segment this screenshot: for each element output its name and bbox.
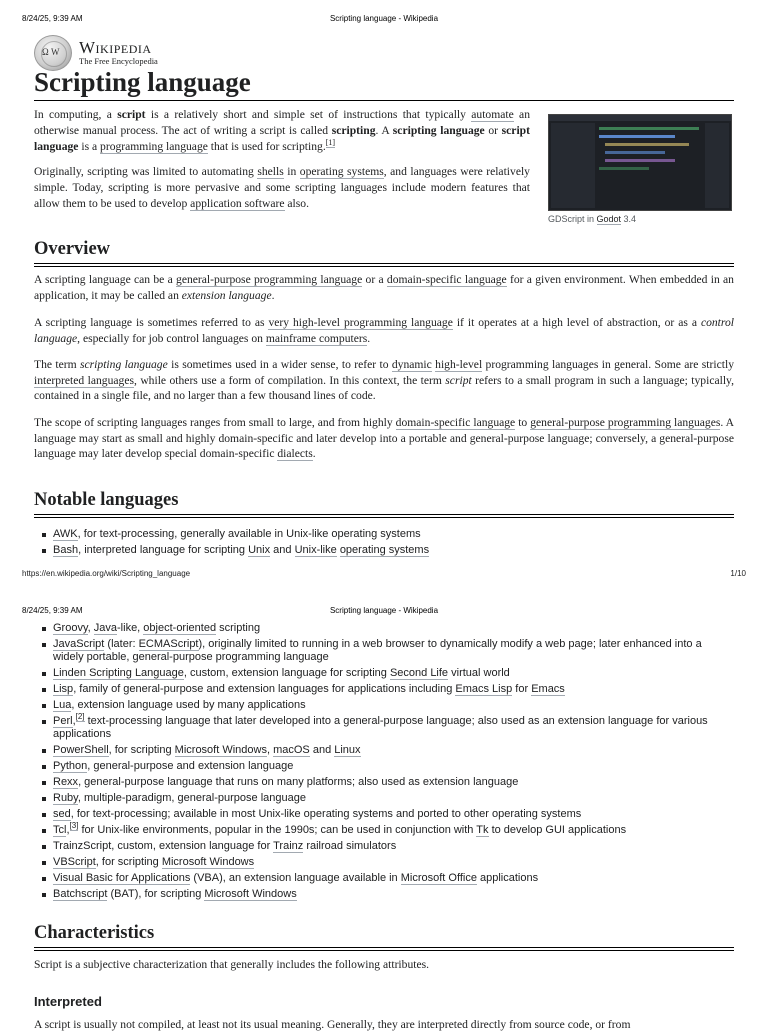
figure-caption: GDScript in Godot 3.4 xyxy=(548,214,637,224)
print-url: https://en.wikipedia.org/wiki/Scripting_language xyxy=(22,569,191,578)
lead-paragraph: In computing, a script is a relatively short and simple set of instructions that typically automate an otherwise manual process. The act of writing a script is called scripting. A scripting language or script language is a programming language that is used for scripting.[1] xyxy=(34,108,530,153)
section-heading-notable-languages: Notable languages xyxy=(34,488,734,515)
list-item: Lua, extension language used by many applications xyxy=(34,699,734,712)
list-item: TrainzScript, custom, extension language for Trainz railroad simulators xyxy=(34,840,734,853)
print-footer xyxy=(22,569,746,581)
wikipedia-wordmark: Wikipedia xyxy=(79,38,152,57)
wiki-link[interactable]: Lua xyxy=(53,699,72,711)
list-item: Batchscript (BAT), for scripting Microsoft Windows xyxy=(34,888,734,901)
wiki-link[interactable]: Tk xyxy=(476,824,489,836)
page-title: Scripting language xyxy=(34,64,734,101)
wiki-link[interactable]: object-oriented xyxy=(143,622,217,634)
wiki-link[interactable]: operating systems xyxy=(299,165,384,178)
print-datetime: 8/24/25, 9:39 AM xyxy=(22,606,83,615)
wiki-link[interactable]: Batchscript xyxy=(53,888,108,900)
wiki-link[interactable]: Linux xyxy=(334,744,361,756)
notable-languages-list xyxy=(34,528,734,560)
lead-paragraph: Originally, scripting was limited to automating shells in operating systems, and languages were relatively simple. Today, scripting is more pervasive and some scripting languages include modern features that allow them to be used to develop application software also. xyxy=(34,165,530,210)
list-item: Lisp, family of general-purpose and extension languages for applications including Emacs Lisp for Emacs xyxy=(34,683,734,696)
wiki-link[interactable]: macOS xyxy=(273,744,310,756)
wiki-link[interactable]: dynamic xyxy=(391,358,432,371)
wiki-link[interactable]: shells xyxy=(257,165,284,178)
wiki-link[interactable]: mainframe computers xyxy=(265,331,368,345)
overview-paragraph: A scripting language can be a general-purpose programming language or a domain-specific language for a given environment. When embedded in an application, it may be called an extension language. xyxy=(34,273,734,302)
wiki-link[interactable]: Microsoft Windows xyxy=(204,888,297,900)
wiki-link[interactable]: VBScript xyxy=(53,856,96,868)
citation-ref[interactable]: [1] xyxy=(325,138,336,148)
wiki-link[interactable]: Perl xyxy=(53,715,73,727)
wiki-link[interactable]: domain-specific language xyxy=(386,273,507,286)
infobox-figure xyxy=(548,114,732,224)
overview-paragraph: The term scripting language is sometimes used in a wider sense, to refer to dynamic high-level programming languages in general. Some are strictly interpreted languages, while others use a form of compilation. In this context, the term script refers to a small program in such a language; typically, contained in a single file, and no larger than a few thousand lines of code. xyxy=(34,358,734,403)
wiki-link[interactable]: application software xyxy=(190,197,285,210)
wiki-link[interactable]: Tcl xyxy=(53,824,67,836)
list-item: Bash, interpreted language for scripting Unix and Unix-like operating systems xyxy=(34,544,734,557)
italic-term: script xyxy=(445,373,472,387)
wiki-link[interactable]: interpreted languages xyxy=(34,373,134,387)
wiki-link[interactable]: sed xyxy=(53,808,71,820)
list-item: VBScript, for scripting Microsoft Windows xyxy=(34,856,734,869)
citation-ref[interactable]: [2] xyxy=(75,712,85,722)
bold-term: scripting xyxy=(331,124,376,137)
wiki-link[interactable]: high-level xyxy=(435,358,483,371)
wiki-link[interactable]: Microsoft Office xyxy=(400,872,477,884)
wiki-link[interactable]: Visual Basic for Applications xyxy=(53,872,191,884)
wiki-link[interactable]: Emacs Lisp xyxy=(455,683,513,695)
list-item: sed, for text-processing; available in most Unix-like operating systems and ported to other operating systems xyxy=(34,808,734,821)
wiki-link[interactable]: Bash xyxy=(53,544,79,556)
wiki-link[interactable]: Godot xyxy=(596,214,622,224)
characteristics-intro: Script is a subjective characterization that generally includes the following attributes. xyxy=(34,958,430,971)
list-item: JavaScript (later: ECMAScript), originally limited to running in a web browser to dynamically modify a web page; later enhanced into a widely portable, general-purpose programming language xyxy=(34,638,734,664)
section-heading-overview: Overview xyxy=(34,237,734,264)
overview-paragraph: The scope of scripting languages ranges from small to large, and from highly domain-specific language to general-purpose programming languages. A language may start as small and highly domain-specific and later develop into a portable and general-purpose language; conversely, a general-purpose language may later develop special domain-specific dialects. xyxy=(34,416,734,461)
bold-term: script language xyxy=(34,124,530,153)
citation-ref[interactable]: [3] xyxy=(69,821,79,831)
print-title: Scripting language - Wikipedia xyxy=(329,606,439,615)
wiki-link[interactable]: Microsoft Windows xyxy=(174,744,267,756)
wiki-link[interactable]: domain-specific language xyxy=(395,416,516,429)
wiki-link[interactable]: Python xyxy=(53,760,88,772)
list-item: Linden Scripting Language, custom, extension language for scripting Second Life virtual world xyxy=(34,667,734,680)
print-header xyxy=(22,14,746,26)
overview-paragraph: A scripting language is sometimes referred to as very high-level programming language if it operates at a high level of abstraction, or as a control language, especially for job control languages on mainframe computers. xyxy=(34,316,734,345)
list-item: AWK, for text-processing, generally available in Unix-like operating systems xyxy=(34,528,734,541)
wiki-link[interactable]: dialects xyxy=(277,447,313,461)
print-page-number: 1/10 xyxy=(730,569,746,578)
wiki-link[interactable]: AWK xyxy=(53,528,78,540)
subheading-interpreted: Interpreted xyxy=(34,994,102,1009)
print-header xyxy=(22,606,746,618)
wiki-link[interactable]: Java xyxy=(93,622,118,634)
wiki-link[interactable]: very high-level programming language xyxy=(268,316,453,329)
interpreted-paragraph: A script is usually not compiled, at least not its usual meaning. Generally, they are interpreted directly from source code, or from xyxy=(34,1018,631,1031)
wiki-link[interactable]: operating systems xyxy=(339,544,430,556)
wiki-link[interactable]: general-purpose programming languages xyxy=(530,416,721,429)
italic-term: scripting language xyxy=(80,358,168,371)
list-item: PowerShell, for scripting Microsoft Windows, macOS and Linux xyxy=(34,744,734,757)
wiki-link[interactable]: Linden Scripting Language xyxy=(53,667,184,679)
wiki-link[interactable]: Unix xyxy=(248,544,271,556)
wiki-link[interactable]: Second Life xyxy=(389,667,449,679)
wiki-link[interactable]: programming language xyxy=(100,140,208,153)
gdscript-screenshot[interactable] xyxy=(548,114,732,211)
wiki-link[interactable]: ECMAScript xyxy=(138,638,199,650)
wiki-link[interactable]: PowerShell xyxy=(53,744,109,756)
list-item: Tcl,[3] for Unix-like environments, popular in the 1990s; can be used in conjunction with Tk to develop GUI applications xyxy=(34,824,734,837)
italic-term: extension language xyxy=(181,288,272,302)
print-title: Scripting language - Wikipedia xyxy=(329,14,439,23)
wiki-link[interactable]: Unix-like xyxy=(294,544,337,556)
wiki-link[interactable]: Ruby xyxy=(53,792,78,804)
wiki-link[interactable]: general-purpose programming language xyxy=(176,273,363,286)
notable-languages-list-continued xyxy=(34,622,734,904)
wiki-link[interactable]: Microsoft Windows xyxy=(161,856,255,868)
list-item: Ruby, multiple-paradigm, general-purpose language xyxy=(34,792,734,805)
bold-term: scripting language xyxy=(392,124,485,137)
wiki-link[interactable]: Emacs xyxy=(531,683,565,695)
wiki-link[interactable]: Groovy xyxy=(53,622,88,634)
section-heading-characteristics: Characteristics xyxy=(34,921,734,948)
lead-section xyxy=(34,107,530,212)
list-item: Rexx, general-purpose language that runs on many platforms; also used as extension language xyxy=(34,776,734,789)
wikipedia-tagline: The Free Encyclopedia xyxy=(79,56,158,66)
wiki-link[interactable]: automate xyxy=(471,108,514,121)
wiki-link[interactable]: Trainz xyxy=(273,840,304,852)
list-item: Groovy, Java-like, object-oriented scripting xyxy=(34,622,734,635)
wiki-link[interactable]: Rexx xyxy=(53,776,79,788)
wiki-link[interactable]: Lisp xyxy=(53,683,74,695)
print-datetime: 8/24/25, 9:39 AM xyxy=(22,14,83,23)
wiki-link[interactable]: JavaScript xyxy=(53,638,105,650)
bold-term: script xyxy=(117,108,146,121)
list-item: Python, general-purpose and extension language xyxy=(34,760,734,773)
list-item: Visual Basic for Applications (VBA), an extension language available in Microsoft Office applications xyxy=(34,872,734,885)
italic-term: control language xyxy=(34,316,734,345)
list-item: Perl,[2] text-processing language that later developed into a general-purpose language; also used as an extension language for various applications xyxy=(34,715,734,741)
